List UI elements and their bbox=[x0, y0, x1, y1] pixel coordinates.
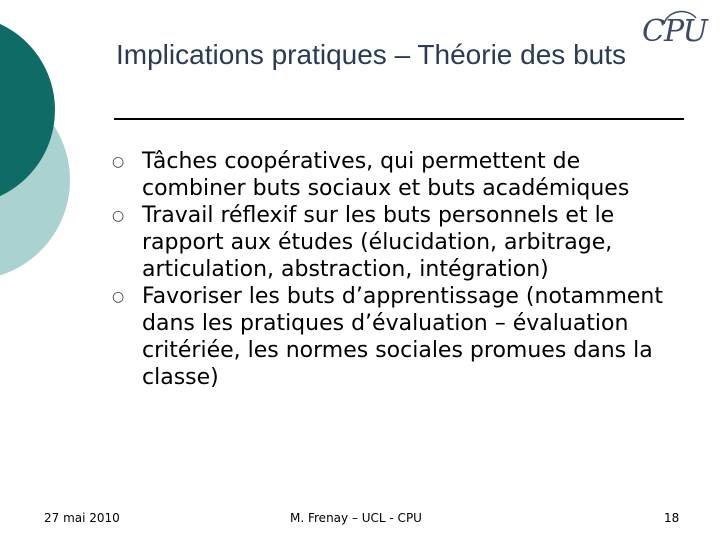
bullet-marker-icon: ○ bbox=[112, 154, 125, 170]
footer-author: M. Frenay – UCL - CPU bbox=[290, 511, 422, 525]
title-divider bbox=[114, 118, 684, 120]
bullet-text: Favoriser les buts d’apprentissage (notamment dans les pratiques d’évaluation – évaluation critériée, les normes sociales promues dans la classe) bbox=[142, 284, 663, 390]
bullet-marker-icon: ○ bbox=[112, 289, 125, 305]
bullet-item bbox=[112, 202, 672, 283]
slide-title: Implications pratiques – Théorie des buts bbox=[116, 39, 626, 70]
bullet-text: Travail réflexif sur les buts personnels et le rapport aux études (élucidation, arbitrage, articulation, abstraction, intégration) bbox=[142, 203, 615, 282]
bullet-item bbox=[112, 148, 672, 202]
bullet-marker-icon: ○ bbox=[112, 208, 125, 224]
footer-page-number: 18 bbox=[664, 511, 680, 525]
bullet-item bbox=[112, 283, 672, 391]
bullet-list bbox=[112, 148, 672, 391]
bullet-text: Tâches coopératives, qui permettent de combiner buts sociaux et buts académiques bbox=[142, 149, 630, 201]
decorative-teal-circles bbox=[0, 0, 80, 300]
cpu-logo: CPU bbox=[642, 14, 707, 49]
footer-date: 27 mai 2010 bbox=[44, 511, 120, 525]
